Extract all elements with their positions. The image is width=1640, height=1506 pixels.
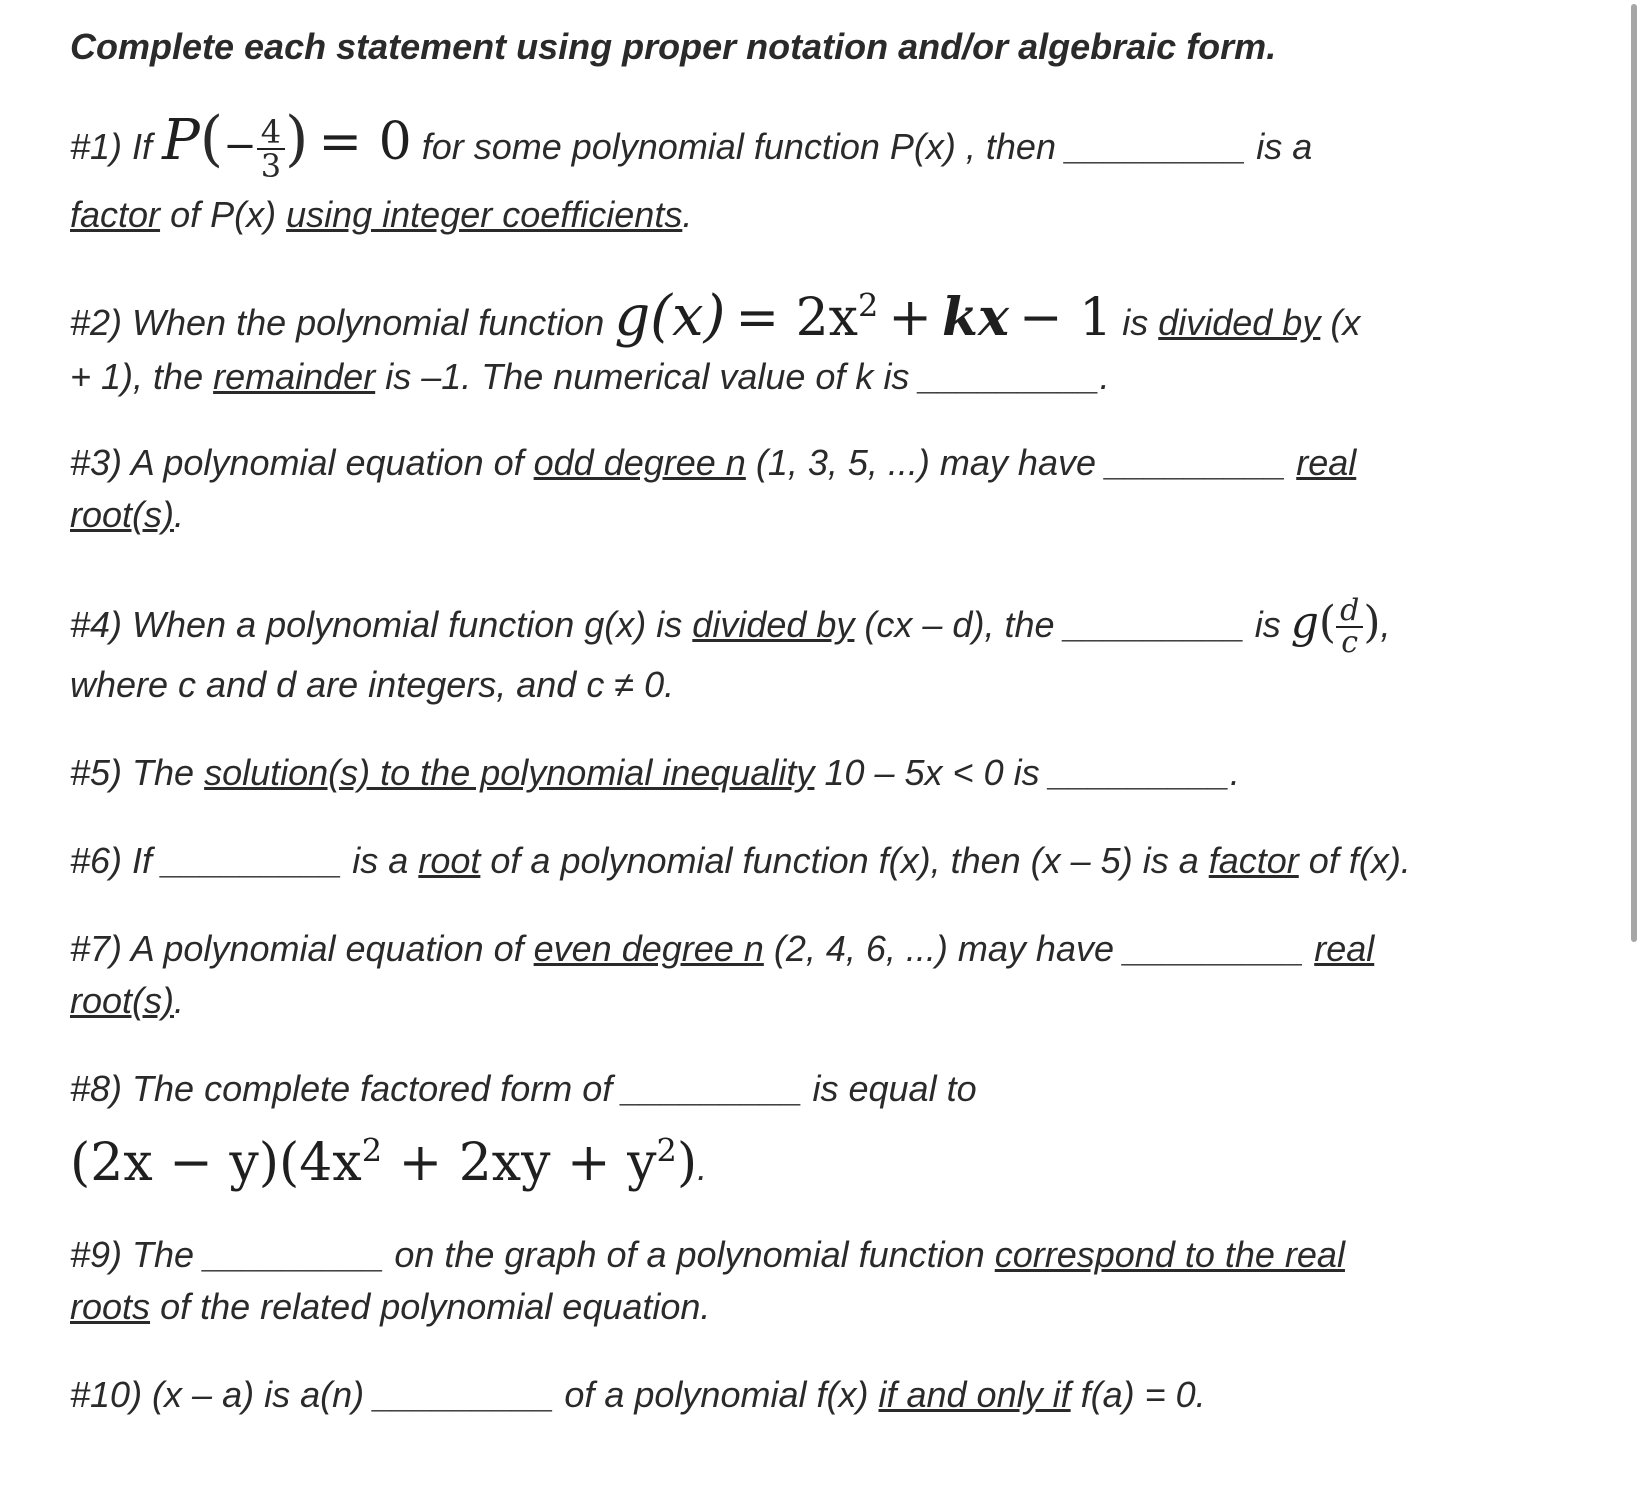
q1-math-p: P — [162, 108, 200, 173]
q1-fraction — [257, 113, 285, 186]
q4-fraction — [1336, 593, 1363, 661]
q6-end: of f(x). — [1308, 840, 1411, 881]
question-8-line-1 — [70, 1062, 977, 1116]
q2-answer-blank[interactable]: _________ — [919, 356, 1100, 397]
q2-prefix: #2) When the polynomial function — [70, 302, 605, 343]
q8-m3: + 2xy + y — [398, 1133, 657, 1193]
question-1-line-2 — [70, 188, 692, 242]
q4-open-paren: ( — [1318, 597, 1337, 648]
q3-answer-blank[interactable]: _________ — [1106, 442, 1287, 483]
q2-end: . — [1099, 356, 1110, 397]
q6-mid2: of a polynomial function f(x), then (x – 5) is a — [490, 840, 1199, 881]
q4-is: is — [1254, 604, 1281, 645]
q7-mid: (2, 4, 6, ...) may have — [773, 928, 1114, 969]
q6-root: root — [418, 840, 481, 881]
q1-end: . — [682, 194, 693, 235]
q8-e2: 2 — [656, 1131, 677, 1170]
q1-of-text: of P(x) — [170, 194, 277, 235]
q2-math-eq — [735, 288, 878, 348]
q8-answer-blank[interactable]: _________ — [622, 1068, 803, 1109]
q10-prefix: #10) (x – a) is a(n) — [70, 1374, 365, 1415]
vertical-scrollbar[interactable] — [1626, 0, 1640, 1506]
q3-end: . — [174, 494, 185, 535]
q10-iff: if and only if — [878, 1374, 1071, 1415]
q9-correspond: correspond to the real — [994, 1234, 1345, 1275]
q9-end: of the related polynomial equation. — [160, 1286, 711, 1327]
q8-after: is equal to — [812, 1068, 977, 1109]
question-2-line-2 — [70, 350, 1110, 404]
question-8-line-2 — [70, 1128, 707, 1203]
question-4-line-2 — [70, 658, 674, 712]
q5-solutions: solution(s) to the polynomial inequality — [204, 752, 815, 793]
q2-line2-mid: is –1. The numerical value of k is — [385, 356, 910, 397]
q8-math-expression — [70, 1133, 697, 1193]
q2-remainder: remainder — [213, 356, 376, 397]
q1-fraction-den: 3 — [260, 147, 282, 186]
q1-answer-blank[interactable]: _________ — [1066, 126, 1247, 167]
q3-mid: (1, 3, 5, ...) may have — [755, 442, 1096, 483]
q7-prefix: #7) A polynomial equation of — [70, 928, 524, 969]
q9-roots: roots — [70, 1286, 151, 1327]
q8-m4: ) — [676, 1133, 698, 1193]
question-9-line-2 — [70, 1280, 710, 1334]
q1-factor-text: factor — [70, 194, 161, 235]
q7-answer-blank[interactable]: _________ — [1124, 928, 1305, 969]
q9-answer-blank[interactable]: _________ — [204, 1234, 385, 1275]
q5-answer-blank[interactable]: _________ — [1049, 752, 1230, 793]
q10-answer-blank[interactable]: _________ — [374, 1374, 555, 1415]
question-3-line-2 — [70, 488, 184, 542]
q4-line2: where c and d are integers, and c ≠ 0. — [70, 664, 675, 705]
q3-real: real — [1296, 442, 1357, 483]
q8-end: . — [697, 1147, 708, 1188]
q1-fraction-num: 4 — [257, 116, 285, 150]
q1-mid-text: for some polynomial function P(x) , then — [421, 126, 1056, 167]
q6-mid: is a — [352, 840, 409, 881]
q3-prefix: #3) A polynomial equation of — [70, 442, 524, 483]
q1-math-eq: = 0 — [318, 112, 412, 172]
q2-line2-start: + 1), the — [70, 356, 204, 397]
q4-divided-by: divided by — [692, 604, 855, 645]
question-2-line-1 — [70, 284, 1361, 350]
question-1-line-1 — [70, 104, 1313, 186]
q1-prefix: #1) If — [70, 126, 153, 167]
q9-prefix: #9) The — [70, 1234, 195, 1275]
q2-math-exp: 2 — [857, 286, 879, 325]
q1-math-neg: − — [223, 123, 257, 169]
question-5 — [70, 746, 1240, 800]
q4-comma: , — [1380, 604, 1391, 645]
q4-fraction-den: c — [1341, 625, 1359, 661]
q2-math-plus: + — [888, 288, 932, 348]
q2-math-eq-text: = 2x — [735, 288, 858, 348]
q4-answer-blank[interactable]: _________ — [1064, 604, 1245, 645]
q7-end: . — [174, 980, 185, 1021]
q4-prefix: #4) When a polynomial function g(x) is — [70, 604, 683, 645]
q2-math-kx: kx — [941, 287, 1009, 348]
question-7-line-2 — [70, 974, 184, 1028]
question-4-line-1 — [70, 593, 1391, 661]
q1-open-paren: ( — [199, 104, 224, 174]
q2-math-minus: − 1 — [1019, 288, 1113, 348]
q4-mid: (cx – d), the — [864, 604, 1055, 645]
q1-close-paren: ) — [285, 104, 309, 174]
q5-end: . — [1229, 752, 1240, 793]
q3-odd-degree: odd degree n — [533, 442, 746, 483]
q8-e1: 2 — [361, 1131, 383, 1170]
q6-prefix: #6) If — [70, 840, 153, 881]
q1-after-text: is a — [1256, 126, 1313, 167]
q5-prefix: #5) The — [70, 752, 195, 793]
q8-m1: (2x − y) — [70, 1133, 279, 1193]
q1-using-text: using integer coefficients — [286, 194, 683, 235]
q3-roots: root(s) — [70, 494, 175, 535]
q8-m2: (4x — [279, 1133, 362, 1193]
q7-even-degree: even degree n — [533, 928, 764, 969]
q6-answer-blank[interactable]: _________ — [162, 840, 343, 881]
q7-roots: root(s) — [70, 980, 175, 1021]
question-3-line-1 — [70, 436, 1356, 490]
scrollbar-thumb[interactable] — [1631, 4, 1637, 942]
worksheet-title: Complete each statement using proper notation and/or algebraic form. — [70, 26, 1277, 67]
question-9-line-1 — [70, 1228, 1345, 1282]
q10-mid: of a polynomial f(x) — [564, 1374, 869, 1415]
q4-math-g: g — [1290, 597, 1319, 648]
q5-mid: 10 – 5x < 0 is — [824, 752, 1040, 793]
q9-mid: on the graph of a polynomial function — [394, 1234, 985, 1275]
q6-factor: factor — [1208, 840, 1299, 881]
q7-real: real — [1314, 928, 1375, 969]
q2-divided-by: divided by — [1158, 302, 1321, 343]
question-10 — [70, 1368, 1206, 1422]
question-7-line-1 — [70, 922, 1374, 976]
q2-is: is — [1122, 302, 1149, 343]
q10-end: f(a) = 0. — [1080, 1374, 1206, 1415]
q2-after: (x — [1330, 302, 1361, 343]
question-6 — [70, 834, 1411, 888]
q2-math-g: g(x) — [614, 284, 726, 349]
q4-close-paren: ) — [1363, 597, 1381, 648]
q4-fraction-num: d — [1336, 596, 1363, 628]
q8-prefix: #8) The complete factored form of — [70, 1068, 613, 1109]
